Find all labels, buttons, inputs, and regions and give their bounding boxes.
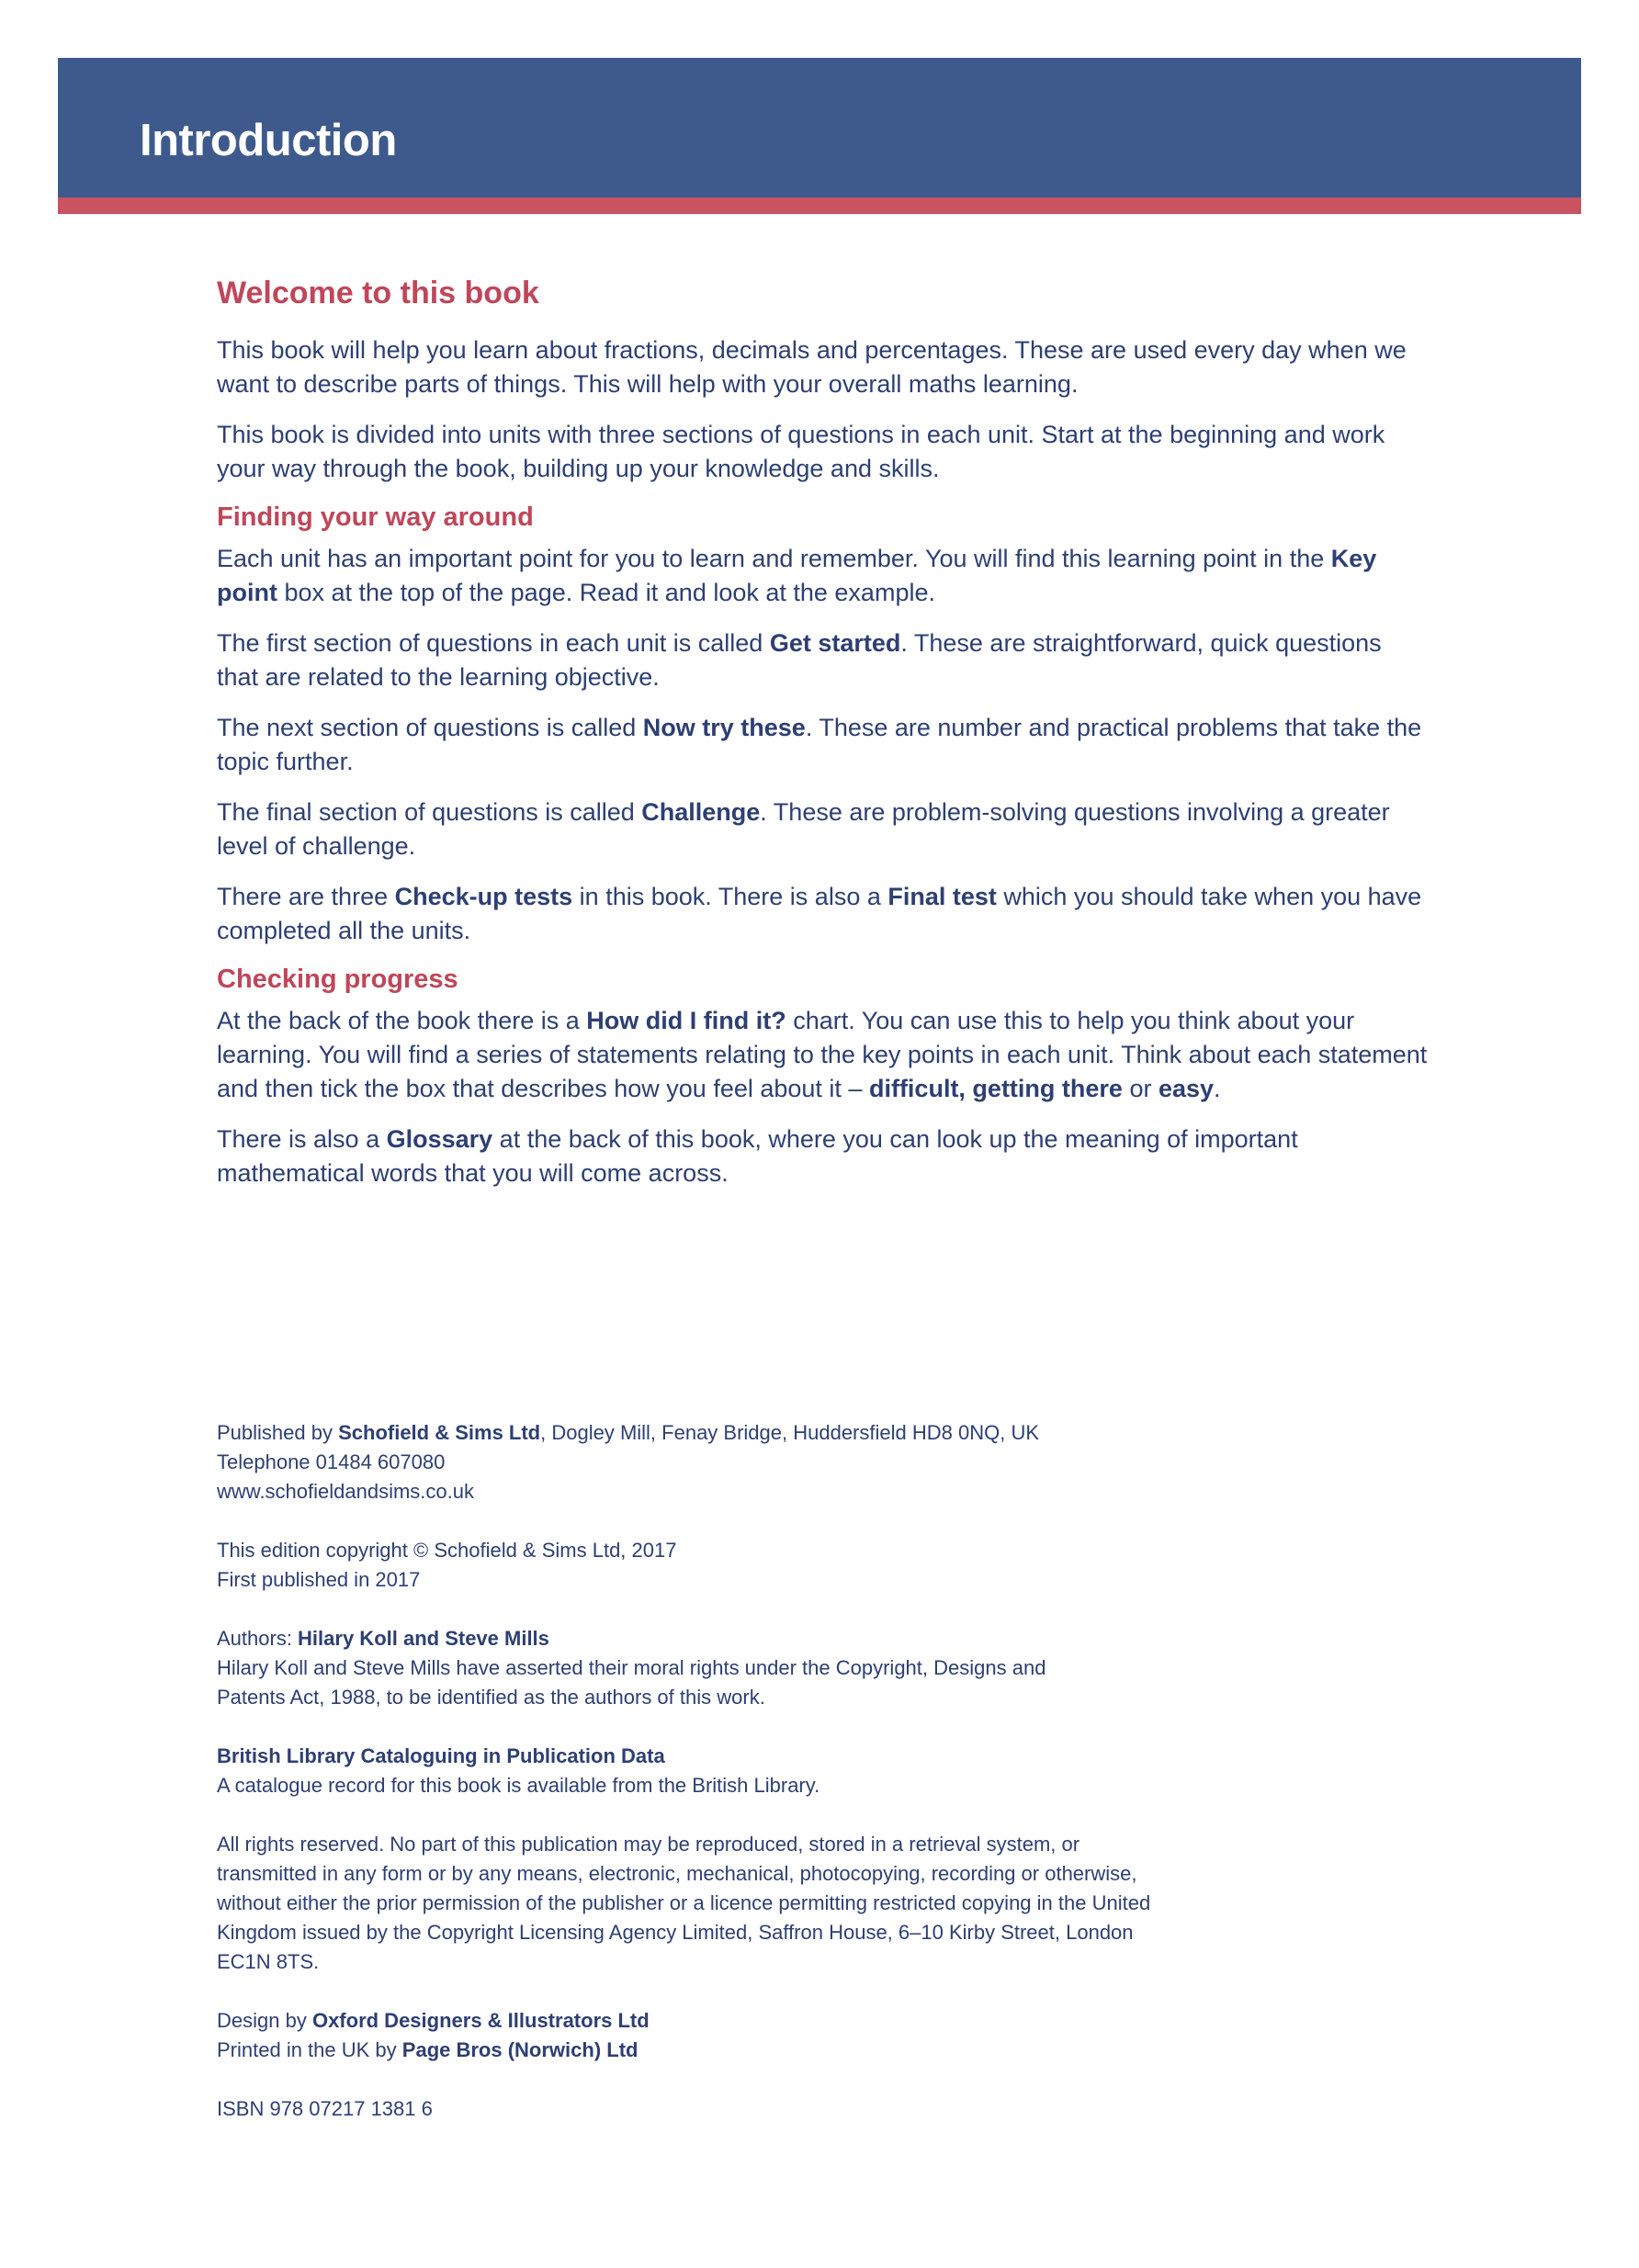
key-point-term: Key point bbox=[217, 545, 1377, 606]
isbn: ISBN 978 07217 1381 6 bbox=[217, 2097, 433, 2120]
checking-paragraph-2: There is also a Glossary at the back of this book, where you can look up the meaning of important mathematical words that you will come across. bbox=[217, 1125, 1298, 1187]
intro-content bbox=[217, 276, 1430, 1207]
header-banner bbox=[58, 58, 1581, 197]
easy-term: easy bbox=[1158, 1075, 1215, 1102]
how-did-i-find-it-term: How did I find it? bbox=[586, 1007, 786, 1034]
welcome-heading: Welcome to this book bbox=[217, 276, 539, 310]
publisher-block: Published by Schofield & Sims Ltd, Dogley Mill, Fenay Bridge, Huddersfield HD8 0NQ, UK Telephone 01484 607080 www.schofieldandsims.co.uk bbox=[217, 1418, 1430, 1506]
isbn-block bbox=[217, 2094, 1430, 2124]
now-try-these-term: Now try these bbox=[642, 714, 806, 741]
moral-rights-text: Hilary Koll and Steve Mills have asserted their moral rights under the Copyright, Designs and Patents Act, 1988, to be identified as the authors of this work. bbox=[217, 1656, 1046, 1709]
publication-details bbox=[217, 1418, 1430, 2153]
glossary-term: Glossary bbox=[386, 1125, 493, 1153]
credits-block: Design by Oxford Designers & Illustrators Ltd Printed in the UK by Page Bros (Norwich) Ltd bbox=[217, 2009, 650, 2061]
final-test-term: Final test bbox=[887, 883, 997, 910]
welcome-paragraph-1: This book will help you learn about fractions, decimals and percentages. These are used every day when we want to describe parts of things. This will help with your overall maths learning. bbox=[217, 336, 1407, 398]
page-title: Introduction bbox=[140, 116, 397, 165]
first-published-line: First published in 2017 bbox=[217, 1568, 421, 1591]
designer-name: Oxford Designers & Illustrators Ltd bbox=[311, 2009, 650, 2032]
header-stripe bbox=[58, 197, 1581, 214]
website: www.schofieldandsims.co.uk bbox=[217, 1480, 475, 1503]
telephone: Telephone 01484 607080 bbox=[217, 1450, 446, 1473]
copyright-line: This edition copyright © Schofield & Sims Ltd, 2017 bbox=[217, 1539, 677, 1562]
welcome-paragraph-2: This book is divided into units with three sections of questions in each unit. Start at the beginning and work your way through the book, building up your knowledge and skills. bbox=[217, 421, 1385, 482]
authors-names: Hilary Koll and Steve Mills bbox=[298, 1627, 549, 1650]
authors-block: Authors: Hilary Koll and Steve Mills Hilary Koll and Steve Mills have asserted their moral rights under the Copyright, Designs and Patents Act, 1988, to be identified as the authors of this work. bbox=[217, 1624, 1430, 1712]
finding-paragraph-5: There are three Check-up tests in this book. There is also a Final test which you should take when you have completed all the units. bbox=[217, 883, 1422, 944]
copyright-block bbox=[217, 1536, 1430, 1595]
checking-heading: Checking progress bbox=[217, 965, 458, 994]
challenge-term: Challenge bbox=[641, 798, 761, 826]
difficult-term: difficult, getting there bbox=[868, 1075, 1123, 1102]
printer-name: Page Bros (Norwich) Ltd bbox=[401, 2038, 639, 2061]
finding-paragraph-1: Each unit has an important point for you to learn and remember. You will find this learning point in the Key point box at the top of the page. Read it and look at the example. bbox=[217, 545, 1377, 606]
rights-text: All rights reserved. No part of this publication may be reproduced, stored in a retrieval system, or transmitted in any form or by any means, electronic, mechanical, photocopying, recording or otherwise, without either the prior permission of the publisher or a licence permitting restricted copying in the United Kingdom issued by the Copyright Licensing Agency Limited, Saffron House, 6–10 Kirby Street, London EC1N 8TS. bbox=[217, 1833, 1151, 1973]
cip-text: A catalogue record for this book is available from the British Library. bbox=[217, 1774, 820, 1797]
finding-paragraph-3: The next section of questions is called Now try these. These are number and practical problems that take the topic further. bbox=[217, 714, 1422, 775]
rights-block bbox=[217, 1830, 1172, 1977]
publisher-name: Schofield & Sims Ltd bbox=[338, 1421, 541, 1444]
finding-paragraph-4: The final section of questions is called Challenge. These are problem-solving questions involving a greater level of challenge. bbox=[217, 798, 1390, 860]
checking-paragraph-1: At the back of the book there is a How did I find it? chart. You can use this to help you think about your learning. You will find a series of statements relating to the key points in each unit. Think about each statement and then tick the box that describes how you feel about it – difficult, getting there or easy. bbox=[217, 1007, 1428, 1102]
finding-paragraph-2: The first section of questions in each unit is called Get started. These are straightforward, quick questions that are related to the learning objective. bbox=[217, 629, 1382, 691]
check-up-tests-term: Check-up tests bbox=[394, 883, 573, 910]
cip-block bbox=[217, 1742, 1430, 1800]
get-started-term: Get started bbox=[769, 629, 901, 657]
finding-heading: Finding your way around bbox=[217, 502, 534, 532]
cip-heading: British Library Cataloguing in Publication Data bbox=[217, 1744, 665, 1767]
